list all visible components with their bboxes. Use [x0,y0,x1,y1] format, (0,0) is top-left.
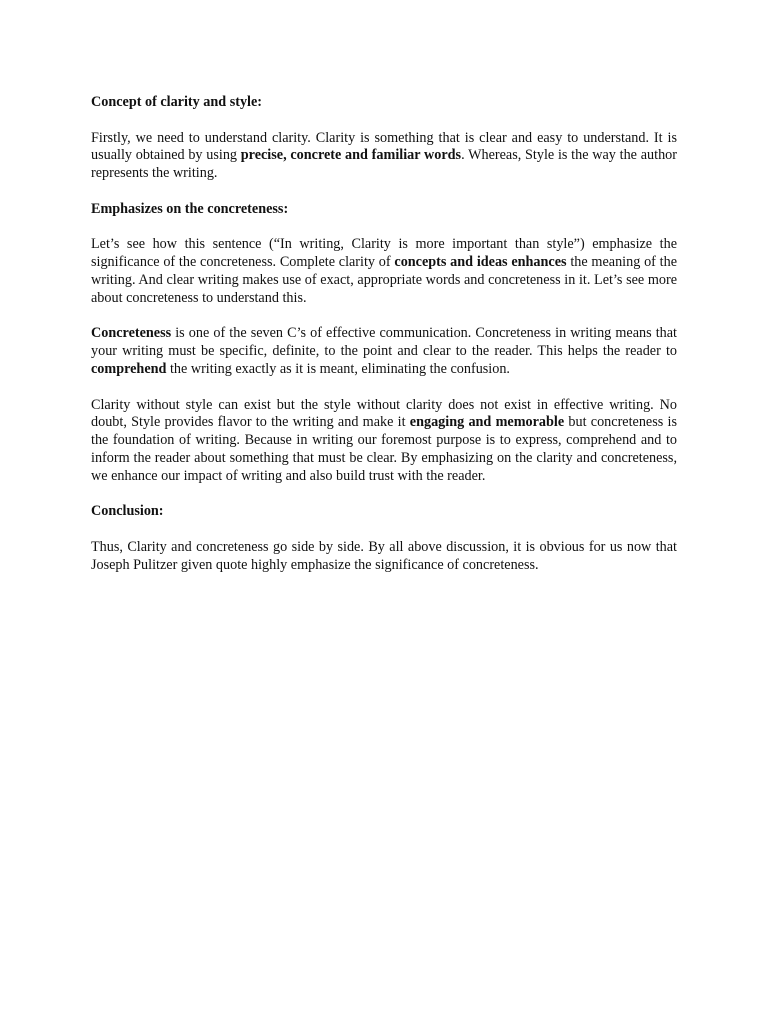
paragraph-clarity-definition [91,130,677,183]
text-run: Let’s see how this sentence (“In writing, Clarity is more important than style”) emphasize the significance of the concreteness. Complete clarity of [91,236,677,271]
bold-phrase-comprehend: comprehend [91,360,167,377]
paragraph-concreteness-definition [91,325,677,378]
heading-emphasizes-on-concreteness: Emphasizes on the concreteness: [91,200,289,217]
text-run: but concreteness is the foundation of writing. Because in writing our foremost purpose is to express, comprehend and to inform the reader about something that must be clear. By emphasizing on the clarity and concreteness, we enhance our impact of writing and also build trust with the reader. [91,414,677,484]
bold-phrase-precise-words: precise, concrete and familiar words [240,147,462,164]
bold-phrase-concreteness: Concreteness [91,325,172,342]
text-run: the writing exactly as it is meant, eliminating the confusion. [166,360,510,377]
paragraph-clarity-vs-style [91,397,677,486]
heading-conclusion: Conclusion: [91,503,164,520]
text-run: is one of the seven C’s of effective communication. Concreteness in writing means that your writing must be specific, definite, to the point and clear to the reader. This helps the reader to [91,325,677,360]
text-run: Firstly, we need to understand clarity. Clarity is something that is clear and easy to understand. It is usually obtained by using [91,129,677,164]
paragraph-sentence-analysis [91,236,677,307]
bold-phrase-concepts-ideas: concepts and ideas enhances [394,254,567,271]
text-run: Clarity without style can exist but the style without clarity does not exist in effective writing. No doubt, Style provides flavor to the writing and make it [91,396,677,431]
heading-concept-of-clarity-and-style: Concept of clarity and style: [91,94,263,110]
text-run: the meaning of the writing. And clear writing makes use of exact, appropriate words and concreteness in it. Let’s see more about concreteness to understand this. [91,254,677,306]
text-run: . Whereas, Style is the way the author represents the writing. [91,147,677,182]
paragraph-conclusion: Thus, Clarity and concreteness go side by side. By all above discussion, it is obvious for us now that Joseph Pulitzer given quote highly emphasize the significance of concreteness. [91,538,677,573]
bold-phrase-engaging-memorable: engaging and memorable [409,414,565,431]
